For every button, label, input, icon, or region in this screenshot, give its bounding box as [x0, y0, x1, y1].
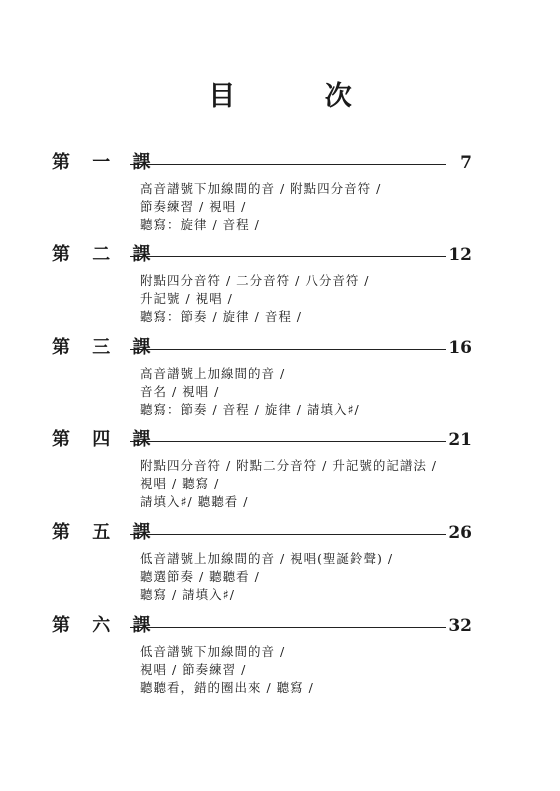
toc-entry-heading	[52, 613, 472, 639]
topic-line: 高音譜號下加線間的音 / 附點四分音符 /	[140, 181, 382, 196]
page-number: 16	[448, 338, 472, 358]
leader-line	[130, 256, 446, 257]
topic-line: 聽寫：旋律 / 音程 /	[140, 217, 260, 232]
topic-line: 升記號 / 視唱 /	[140, 291, 233, 306]
toc-entry-lesson-2[interactable]	[52, 242, 472, 326]
topic-line: 聽寫：節奏 / 旋律 / 音程 /	[140, 309, 303, 324]
page-number: 21	[448, 430, 472, 450]
toc-entry-heading	[52, 242, 472, 268]
toc-entry-lesson-4[interactable]	[52, 427, 472, 511]
topic-line: 低音譜號下加線間的音 /	[140, 644, 286, 659]
toc-entry-heading	[52, 520, 472, 546]
topic-line: 聽寫：節奏 / 音程 / 旋律 / 請填入♯/	[140, 402, 360, 417]
leader-line	[130, 349, 446, 350]
lesson-label: 第 六 課	[52, 615, 159, 636]
topic-line: 附點四分音符 / 二分音符 / 八分音符 /	[140, 273, 370, 288]
lesson-label: 第 四 課	[52, 429, 159, 450]
topic-line: 聽寫 / 請填入♯/	[140, 587, 235, 602]
page-number: 32	[448, 616, 472, 636]
topic-line: 聽選節奏 / 聽聽看 /	[140, 569, 260, 584]
topic-list	[140, 180, 472, 234]
lesson-label: 第 一 課	[52, 152, 159, 173]
toc-entry-lesson-5[interactable]	[52, 520, 472, 604]
topic-list	[140, 457, 472, 511]
topic-list	[140, 643, 472, 697]
page-number: 12	[448, 245, 472, 265]
page-number: 26	[448, 523, 472, 543]
toc-entry-lesson-1[interactable]	[52, 150, 472, 234]
page-number: 7	[460, 153, 472, 173]
toc-entry-heading	[52, 150, 472, 176]
topic-line: 音名 / 視唱 /	[140, 384, 220, 399]
toc-entry-heading	[52, 427, 472, 453]
topic-list	[140, 272, 472, 326]
leader-line	[130, 534, 446, 535]
topic-line: 附點四分音符 / 附點二分音符 / 升記號的記譜法 /	[140, 458, 438, 473]
topic-line: 聽聽看，錯的圈出來 / 聽寫 /	[140, 680, 314, 695]
topic-line: 節奏練習 / 視唱 /	[140, 199, 247, 214]
lesson-label: 第 五 課	[52, 522, 159, 543]
topic-line: 低音譜號上加線間的音 / 視唱(聖誕鈴聲) /	[140, 551, 394, 566]
leader-line	[130, 627, 446, 628]
topic-list	[140, 365, 472, 419]
topic-line: 視唱 / 節奏練習 /	[140, 662, 247, 677]
leader-line	[130, 441, 446, 442]
toc-entry-heading	[52, 335, 472, 361]
leader-line	[130, 164, 446, 165]
lesson-label: 第 二 課	[52, 244, 159, 265]
page-title: 目 次	[208, 81, 392, 112]
topic-list	[140, 550, 472, 604]
topic-line: 請填入♯/ 聽聽看 /	[140, 494, 249, 509]
lesson-label: 第 三 課	[52, 337, 159, 358]
topic-line: 高音譜號上加線間的音 /	[140, 366, 286, 381]
topic-line: 視唱 / 聽寫 /	[140, 476, 220, 491]
toc-entry-lesson-6[interactable]	[52, 613, 472, 697]
toc-entry-lesson-3[interactable]	[52, 335, 472, 419]
